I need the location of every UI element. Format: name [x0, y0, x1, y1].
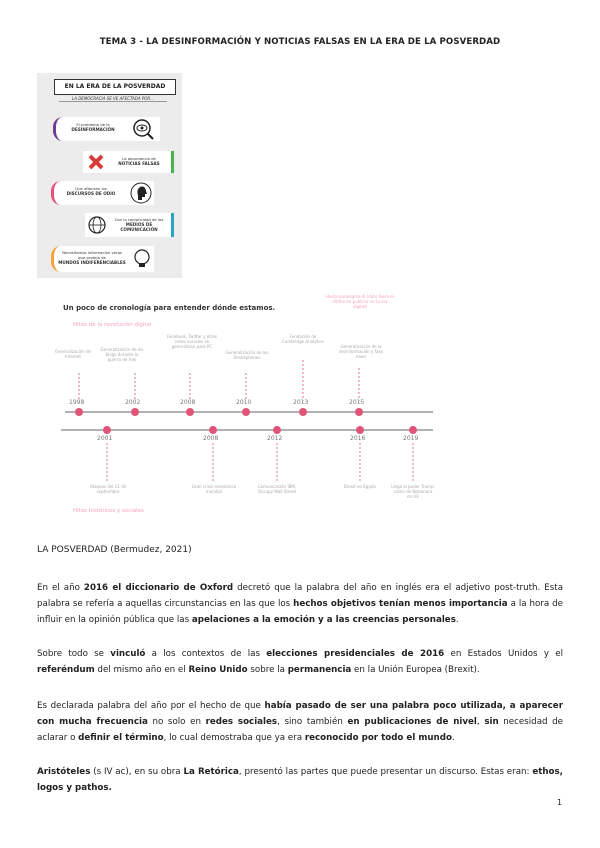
text-segment: decretó que la palabra del año en inglés era el adjetivo post-truth. Esta palabra se refería a aquellas circunstancias en las que los [37, 583, 564, 609]
page-number: 1 [557, 798, 563, 807]
bottom-note-2: Comunicación IBM, Occupy Wall Street [257, 484, 297, 494]
bold-segment: vinculó [110, 649, 146, 659]
cronologia-timeline [55, 294, 445, 523]
bottom-note-3: Brexit en Egipto [343, 484, 376, 489]
text-segment: en Estados Unidos y el [444, 649, 563, 659]
paragraph-oxford [37, 580, 563, 628]
infographic-title: EN LA ERA DE LA POSVERDAD [54, 79, 176, 95]
text-segment: Sobre todo se [37, 649, 111, 659]
bold-segment: La Retórica [183, 767, 239, 777]
bold-segment: redes sociales [205, 717, 278, 727]
card-line: Con la complicidad de los [114, 217, 164, 222]
bold-segment: sin [484, 717, 499, 727]
infographic-card-desinformacion [53, 117, 160, 141]
timeline-bottom-label: Hitos históricos y sociales [73, 508, 144, 514]
infographic-card-noticias-falsas [83, 151, 174, 173]
text-segment: . [455, 615, 459, 625]
bold-segment: hechos objetivos tenían menos importancia [293, 599, 508, 609]
bulb-icon [132, 248, 152, 270]
timeline-pink-note: Hasta paradigma di (dato fuera el último en publicar en la era digital) [326, 294, 394, 309]
globe-icon [87, 215, 107, 235]
bold-segment: 2016 el diccionario de Oxford [83, 583, 234, 593]
bottom-year-2: 2012 [267, 435, 283, 442]
bottom-year-3: 2016 [350, 435, 366, 442]
bottom-note-4: Llega al poder Trump, como de Bolsonaro en UE [391, 484, 435, 499]
text-segment: . [451, 733, 455, 743]
paragraph-aristoteles [37, 764, 563, 796]
bottom-year-1: 2008 [203, 435, 219, 442]
card-caption: NOTICIAS FALSAS [118, 161, 160, 166]
text-segment: sobre la [247, 665, 288, 675]
page-title: TEMA 3 - LA DESINFORMACIÓN Y NOTICIAS FALSAS EN LA ERA DE LA POSVERDAD [99, 37, 501, 47]
top-year-1: 2002 [125, 399, 141, 406]
bold-segment: Aristóteles [37, 767, 91, 777]
bold-segment: definir el término [78, 733, 164, 743]
cross-icon [87, 153, 105, 171]
top-note-3: Generalización de los Smartphones [225, 350, 269, 360]
posverdad-infographic [37, 73, 182, 278]
text-segment: del mismo año en el [94, 665, 189, 675]
card-caption: DESINFORMACIÓN [71, 127, 115, 132]
text-segment: a los contextos de las [145, 649, 267, 659]
text-segment: , sino también [277, 717, 348, 727]
top-note-2: Facebook, Twitter y otras redes sociales se generalizan para PC [167, 334, 217, 349]
top-note-5: Generalización de la desinformación y fake news [338, 344, 384, 359]
bold-segment: había pasado de ser una palabra poco utilizada, a aparecer con mucha frecuencia [37, 701, 563, 727]
infographic-card-mundos [51, 246, 154, 272]
bold-segment: Reino Unido [188, 665, 248, 675]
card-caption: DISCURSOS DE ODIO [66, 191, 116, 196]
text-segment: no solo en [147, 717, 206, 727]
magnifier-eye-icon [132, 118, 154, 140]
infographic-card-discursos-odio [51, 181, 154, 205]
card-caption: MUNDOS INDIFERENCIABLES [58, 260, 126, 265]
card-line: Que afianzan los [75, 186, 107, 191]
card-line: El problema de la [76, 122, 110, 127]
paragraph-palabra-del-ano [37, 698, 563, 746]
text-segment: en la Unión Europea (Brexit). [351, 665, 480, 675]
text-segment: , presentó las partes que puede presentar un discurso. Estas eran: [238, 767, 533, 777]
top-year-3: 2010 [236, 399, 252, 406]
section-heading: LA POSVERDAD (Bermudez, 2021) [37, 545, 192, 555]
text-segment: (s IV ac), en su obra [90, 767, 184, 777]
bold-segment: apelaciones a la emoción y a las creencias personales [191, 615, 456, 625]
timeline-top-label: Hitos de la revolución digital [73, 322, 152, 328]
text-segment: necesidad de aclarar o [37, 717, 564, 743]
timeline-title: Un poco de cronología para entender dónde estamos. [63, 304, 276, 312]
card-line: La abundancia de [122, 156, 156, 161]
bottom-year-4: 2019 [403, 435, 419, 442]
card-caption: MEDIOS DE COMUNICACIÓN [120, 222, 158, 232]
bold-segment: reconocido por todo el mundo [304, 733, 452, 743]
text-segment: , [476, 717, 485, 727]
top-note-1: Generalización de los blogs durante la guerra de Irak [100, 347, 144, 362]
bottom-note-1: Gran crisis económica mundial [191, 484, 237, 494]
card-line: Necesitamos información veraz que proteja de [62, 250, 122, 260]
top-year-0: 1998 [69, 399, 85, 406]
top-year-5: 2015 [349, 399, 365, 406]
bold-segment: elecciones presidenciales de 2016 [266, 649, 445, 659]
top-note-0: Generalización de Internet [55, 349, 91, 359]
text-segment: , lo cual demostraba que ya era [163, 733, 305, 743]
top-year-2: 2008 [180, 399, 196, 406]
infographic-card-medios [85, 213, 174, 237]
text-segment: Es declarada palabra del año por el hecho de que [37, 701, 265, 711]
bottom-note-0: Ataques del 11 de septiembre [89, 484, 127, 494]
bold-segment: referéndum [37, 665, 95, 675]
bold-segment: en publicaciones de nivel [347, 717, 477, 727]
paragraph-elecciones [37, 646, 563, 678]
text-segment: En el año [37, 583, 84, 593]
infographic-subtitle: LA DEMOCRACIA SE VE AFECTADA POR... [59, 96, 167, 102]
text-segment: a la hora de influir en la opinión pública que las [37, 599, 563, 625]
head-profile-icon [130, 182, 152, 204]
top-note-4: Fundación de Cambridge Analytica [282, 334, 324, 344]
top-year-4: 2013 [293, 399, 309, 406]
bold-segment: ethos, logos y pathos. [37, 767, 563, 793]
bold-segment: permanencia [287, 665, 352, 675]
bottom-year-0: 2001 [97, 435, 113, 442]
